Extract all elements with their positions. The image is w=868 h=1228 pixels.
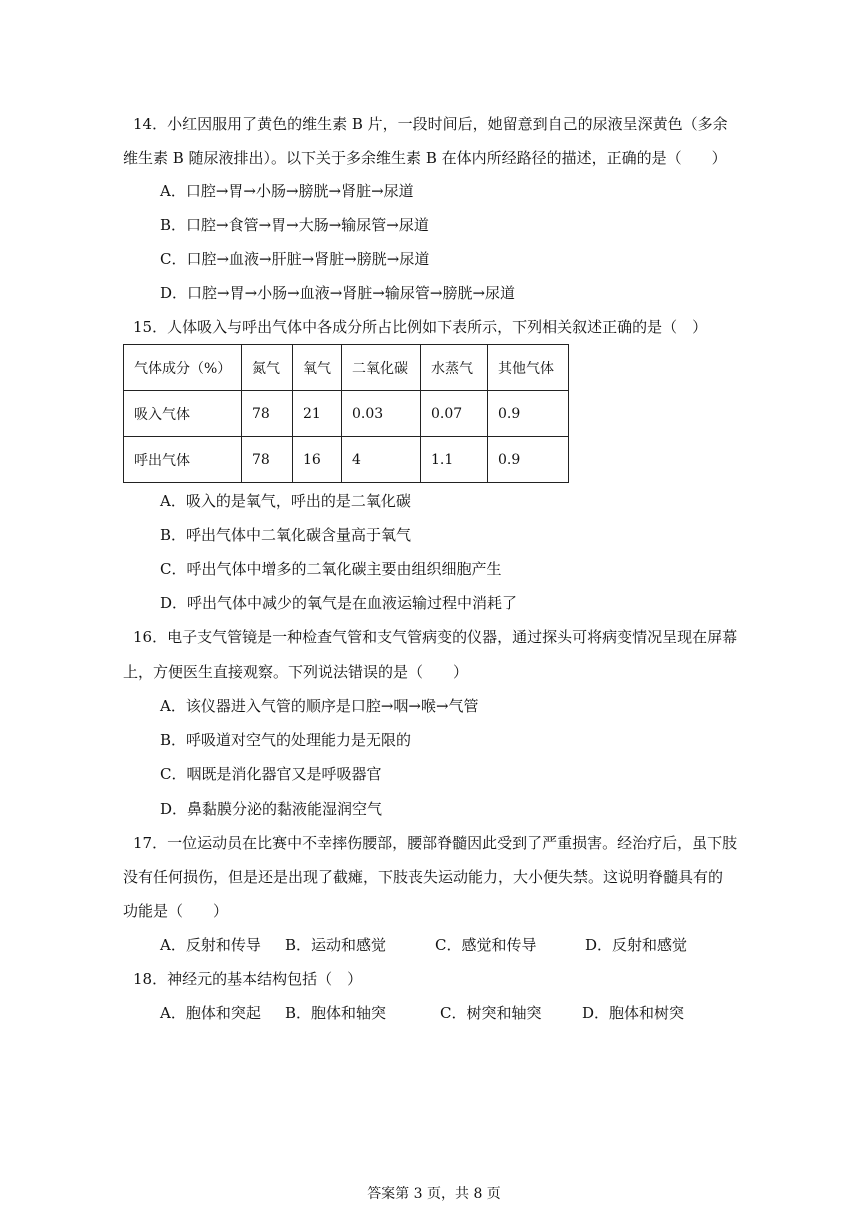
q15-stem: 15．人体吸入与呼出气体中各成分所占比例如下表所示，下列相关叙述正确的是（ ） [133,318,708,336]
table-header-cell: 二氧化碳 [342,345,421,391]
q16-stem-line1: 16．电子支气管镜是一种检查气管和支气管病变的仪器，通过探头可将病变情况呈现在屏幕 [133,628,738,646]
q18-option-d[interactable]: D．胞体和树突 [582,1004,685,1022]
q18-option-c[interactable]: C．树突和轴突 [440,1004,542,1022]
page-footer: 答案第 3 页，共 8 页 [367,1186,501,1202]
q18-option-b[interactable]: B．胞体和轴突 [285,1004,387,1022]
q18-stem: 18．神经元的基本结构包括（ ） [133,970,363,988]
table-cell: 0.03 [342,391,421,437]
q16-stem-line2: 上，方便医生直接观察。下列说法错误的是（ ） [123,663,469,681]
q15-option-d[interactable]: D．呼出气体中减少的氧气是在血液运输过程中消耗了 [160,594,518,612]
q14-stem-line1: 14．小红因服用了黄色的维生素 B 片，一段时间后，她留意到自己的尿液呈深黄色（多余 [133,115,728,133]
q15-option-b[interactable]: B．呼出气体中二氧化碳含量高于氧气 [160,526,412,544]
table-cell: 78 [242,391,293,437]
table-cell: 0.07 [421,391,488,437]
table-cell: 4 [342,437,421,483]
q16-option-b[interactable]: B．呼吸道对空气的处理能力是无限的 [160,731,412,749]
table-cell: 1.1 [421,437,488,483]
table-cell: 吸入气体 [124,391,242,437]
q14-option-a[interactable]: A．口腔→胃→小肠→膀胱→肾脏→尿道 [160,182,414,200]
q17-stem-line2: 没有任何损伤，但是还是出现了截瘫，下肢丧失运动能力，大小便失禁。这说明脊髓具有的 [123,868,724,886]
q17-option-a[interactable]: A．反射和传导 [160,936,261,954]
q17-stem-line1: 17．一位运动员在比赛中不幸摔伤腰部，腰部脊髓因此受到了严重损害。经治疗后，虽下肢 [133,834,738,852]
table-row [124,391,569,437]
table-cell: 呼出气体 [124,437,242,483]
table-cell: 16 [293,437,342,483]
q18-option-a[interactable]: A．胞体和突起 [160,1004,261,1022]
q14-option-c[interactable]: C．口腔→血液→肝脏→肾脏→膀胱→尿道 [160,250,430,268]
q17-option-d[interactable]: D．反射和感觉 [585,936,688,954]
q16-option-c[interactable]: C．咽既是消化器官又是呼吸器官 [160,765,382,783]
q17-option-c[interactable]: C．感觉和传导 [435,936,537,954]
q15-option-a[interactable]: A．吸入的是氧气，呼出的是二氧化碳 [160,492,411,510]
q14-option-d[interactable]: D．口腔→胃→小肠→血液→肾脏→输尿管→膀胱→尿道 [160,284,516,302]
q16-option-a[interactable]: A．该仪器进入气管的顺序是口腔→咽→喉→气管 [160,697,479,715]
q16-option-d[interactable]: D．鼻黏膜分泌的黏液能湿润空气 [160,800,383,818]
table-header-cell: 气体成分（%） [124,345,242,391]
q17-stem-line3: 功能是（ ） [123,902,229,920]
table-header-cell: 氮气 [242,345,293,391]
gas-composition-table [123,344,569,483]
q17-option-b[interactable]: B．运动和感觉 [285,936,387,954]
table-header-cell: 水蒸气 [421,345,488,391]
q14-stem-line2: 维生素 B 随尿液排出）。以下关于多余维生素 B 在体内所经路径的描述，正确的是（ ） [123,149,727,167]
table-cell: 0.9 [488,437,569,483]
q15-option-c[interactable]: C．呼出气体中增多的二氧化碳主要由组织细胞产生 [160,560,502,578]
table-header-cell: 其他气体 [488,345,569,391]
q14-option-b[interactable]: B．口腔→食管→胃→大肠→输尿管→尿道 [160,216,429,234]
table-cell: 21 [293,391,342,437]
table-header-cell: 氧气 [293,345,342,391]
table-header-row [124,345,569,391]
table-cell: 0.9 [488,391,569,437]
table-row [124,437,569,483]
table-cell: 78 [242,437,293,483]
